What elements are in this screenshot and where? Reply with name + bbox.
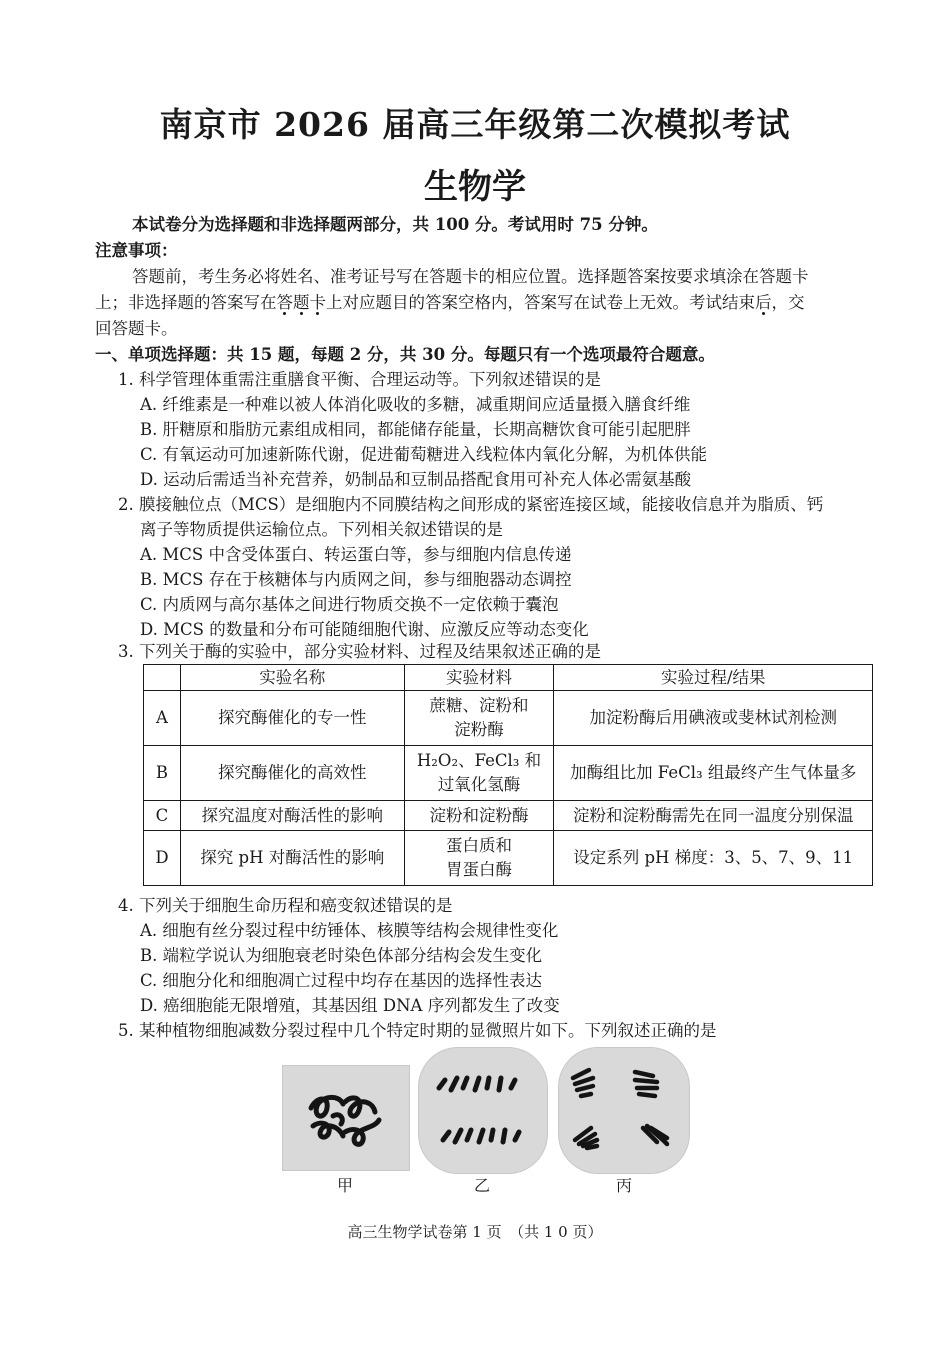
table-header-material: 实验材料 (404, 665, 554, 691)
table-cell-material (404, 746, 554, 801)
table-cell-option: D (144, 831, 181, 886)
table-cell-option: C (144, 801, 181, 831)
figure-label-bing: 丙 (615, 1176, 632, 1195)
material-line-1: 蔗糖、淀粉和 (429, 696, 529, 715)
page-footer: 高三生物学试卷第 1 页 （共 1 0 页） (347, 1223, 603, 1241)
emphasis-char: 后 (755, 293, 772, 312)
q2-option-a: A. MCS 中含受体蛋白、转运蛋白等，参与细胞内信息传递 (140, 545, 572, 564)
emphasis-char: 题 (293, 293, 310, 312)
q2-option-b: B. MCS 存在于核糖体与内质网之间，参与细胞器动态调控 (140, 570, 572, 589)
micrograph-figures (0, 1045, 950, 1195)
q2-stem-line-1: 2. 膜接触位点（MCS）是细胞内不同膜结构之间形成的紧密连接区域，能接收信息并为脂质、钙 (118, 495, 824, 514)
table-cell-option: A (144, 691, 181, 746)
table-cell-process: 设定系列 pH 梯度：3、5、7、9、11 (554, 831, 873, 886)
q4-option-b: B. 端粒学说认为细胞衰老时染色体部分结构会发生变化 (140, 946, 543, 965)
table-header-process: 实验过程/结果 (554, 665, 873, 691)
notice-line-2-dotted2 (755, 293, 772, 312)
q1-option-d: D. 运动后需适当补充营养，奶制品和豆制品搭配食用可补充人体必需氨基酸 (140, 470, 692, 489)
q2-stem-line-2: 离子等物质提供运输位点。下列相关叙述错误的是 (140, 520, 503, 539)
table-cell-option: B (144, 746, 181, 801)
material-line-2: 胃蛋白酶 (446, 860, 513, 879)
notice-line-2-c: ，交 (771, 293, 805, 312)
q1-option-b: B. 肝糖原和脂肪元素组成相同，都能储存能量，长期高糖饮食可能引起肥胖 (140, 420, 691, 439)
micrograph-jia (282, 1065, 410, 1171)
chromosome-groups-icon (559, 1048, 689, 1173)
table-cell-name: 探究酶催化的高效性 (180, 746, 404, 801)
chromosome-tangle-icon (283, 1066, 409, 1170)
q4-stem: 4. 下列关于细胞生命历程和癌变叙述错误的是 (118, 896, 453, 915)
table-cell-material (404, 691, 554, 746)
notice-line-2-a: 上；非选择题的答案写在 (95, 293, 277, 312)
section-1-heading: 一、单项选择题：共 15 题，每题 2 分，共 30 分。每题只有一个选项最符合题意。 (95, 345, 715, 364)
q3-experiment-table (143, 664, 873, 886)
table-header-name: 实验名称 (180, 665, 404, 691)
q4-option-c: C. 细胞分化和细胞凋亡过程中均存在基因的选择性表达 (140, 971, 543, 990)
table-row (144, 801, 873, 831)
micrograph-yi (418, 1047, 548, 1174)
chromosome-pairs-icon (419, 1048, 547, 1173)
table-cell-material: 淀粉和淀粉酶 (404, 801, 554, 831)
q3-stem: 3. 下列关于酶的实验中，部分实验材料、过程及结果叙述正确的是 (118, 642, 601, 661)
table-cell-material (404, 831, 554, 886)
material-line-1: 蛋白质和 (446, 836, 513, 855)
q4-option-d: D. 癌细胞能无限增殖，其基因组 DNA 序列都发生了改变 (140, 996, 560, 1015)
figure-label-yi: 乙 (473, 1176, 490, 1195)
table-row (144, 746, 873, 801)
subject-title: 生物学 (424, 167, 526, 207)
notice-heading: 注意事项： (95, 241, 178, 260)
table-header-option (144, 665, 181, 691)
table-header-row (144, 665, 873, 691)
notice-line-2-dotted (277, 293, 327, 312)
notice-line-2 (95, 290, 805, 315)
material-line-2: 过氧化氢酶 (437, 775, 521, 794)
q1-option-c: C. 有氧运动可加速新陈代谢，促进葡萄糖进入线粒体内氧化分解，为机体供能 (140, 445, 708, 464)
micrograph-bing (558, 1047, 690, 1174)
table-cell-name: 探究酶催化的专一性 (180, 691, 404, 746)
q5-stem: 5. 某种植物细胞减数分裂过程中几个特定时期的显微照片如下。下列叙述正确的是 (118, 1021, 717, 1040)
notice-line-3: 回答题卡。 (95, 319, 178, 338)
q2-option-c: C. 内质网与高尔基体之间进行物质交换不一定依赖于囊泡 (140, 595, 559, 614)
table-cell-name: 探究温度对酶活性的影响 (180, 801, 404, 831)
table-cell-process: 淀粉和淀粉酶需先在同一温度分别保温 (554, 801, 873, 831)
q2-option-d: D. MCS 的数量和分布可能随细胞代谢、应激反应等动态变化 (140, 620, 589, 639)
table-row (144, 691, 873, 746)
material-line-2: 淀粉酶 (454, 720, 504, 739)
figure-label-jia: 甲 (336, 1176, 353, 1195)
table-cell-process: 加淀粉酶后用碘液或斐林试剂检测 (554, 691, 873, 746)
notice-line-2-b: 上对应题目的答案空格内，答案写在试卷上无效。考试结束 (326, 293, 755, 312)
exam-title: 南京市 2026 届高三年级第二次模拟考试 (159, 105, 791, 144)
q1-stem: 1. 科学管理体重需注重膳食平衡、合理运动等。下列叙述错误的是 (118, 370, 601, 389)
q4-option-a: A. 细胞有丝分裂过程中纺锤体、核膜等结构会规律性变化 (140, 921, 559, 940)
table-cell-process: 加酶组比加 FeCl₃ 组最终产生气体量多 (554, 746, 873, 801)
emphasis-char: 卡 (309, 293, 326, 312)
q1-option-a: A. 纤维素是一种难以被人体消化吸收的多糖，减重期间应适量摄入膳食纤维 (140, 395, 691, 414)
table-row (144, 831, 873, 886)
exam-intro: 本试卷分为选择题和非选择题两部分，共 100 分。考试用时 75 分钟。 (132, 215, 658, 234)
material-line-1: H₂O₂、FeCl₃ 和 (416, 751, 542, 770)
notice-line-1: 答题前，考生务必将姓名、准考证号写在答题卡的相应位置。选择题答案按要求填涂在答题卡 (132, 267, 809, 286)
table-cell-name: 探究 pH 对酶活性的影响 (180, 831, 404, 886)
emphasis-char: 答 (276, 293, 293, 312)
